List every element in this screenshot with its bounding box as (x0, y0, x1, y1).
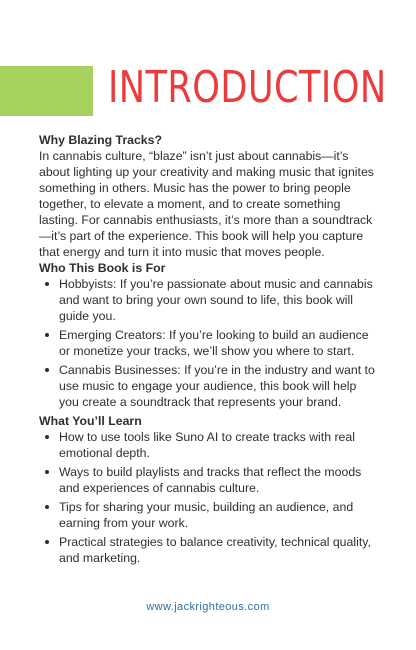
intro-content (39, 132, 379, 569)
bullet-icon (45, 540, 49, 544)
list-item-text: Tips for sharing your music, building an audience, and earning from your work. (59, 500, 354, 530)
bullet-icon (45, 470, 49, 474)
who-list (39, 276, 379, 410)
list-item (39, 362, 379, 410)
list-item-text: Cannabis Businesses: If you’re in the industry and want to use music to engage your audience, this book will help you create a soundtrack that represents your brand. (59, 363, 375, 409)
bullet-icon (45, 333, 49, 337)
bullet-icon (45, 282, 49, 286)
chapter-title: INTRODUCTION (108, 62, 387, 113)
list-item (39, 499, 379, 531)
list-item-text: Hobbyists: If you’re passionate about music and cannabis and want to bring your own sound to life, this book will guide you. (59, 277, 373, 323)
why-heading: Why Blazing Tracks? (39, 133, 162, 147)
bullet-icon (45, 505, 49, 509)
list-item (39, 534, 379, 566)
list-item (39, 429, 379, 461)
website-link[interactable]: www.jackrighteous.com (146, 601, 270, 613)
list-item-text: Ways to build playlists and tracks that reflect the moods and experiences of cannabis culture. (59, 465, 362, 495)
list-item (39, 464, 379, 496)
accent-bar (0, 66, 93, 116)
learn-heading: What You’ll Learn (39, 414, 142, 428)
list-item-text: Practical strategies to balance creativity, technical quality, and marketing. (59, 535, 371, 565)
learn-list (39, 429, 379, 566)
list-item (39, 327, 379, 359)
bullet-icon (45, 368, 49, 372)
bullet-icon (45, 435, 49, 439)
list-item (39, 276, 379, 324)
list-item-text: Emerging Creators: If you’re looking to build an audience or monetize your tracks, we’ll show you where to start. (59, 328, 369, 358)
why-paragraph: In cannabis culture, “blaze” isn’t just about cannabis—it’s about lighting up your creativity and making music that ignites something in others. Music has the power to bring people together, to elevate a moment, and to create something lasting. For cannabis enthusiasts, it’s more than a soundtrack—it’s part of the experience. This book will help you capture that energy and turn it into music that moves people. (39, 149, 374, 259)
list-item-text: How to use tools like Suno AI to create tracks with real emotional depth. (59, 430, 355, 460)
who-heading: Who This Book is For (39, 261, 166, 275)
